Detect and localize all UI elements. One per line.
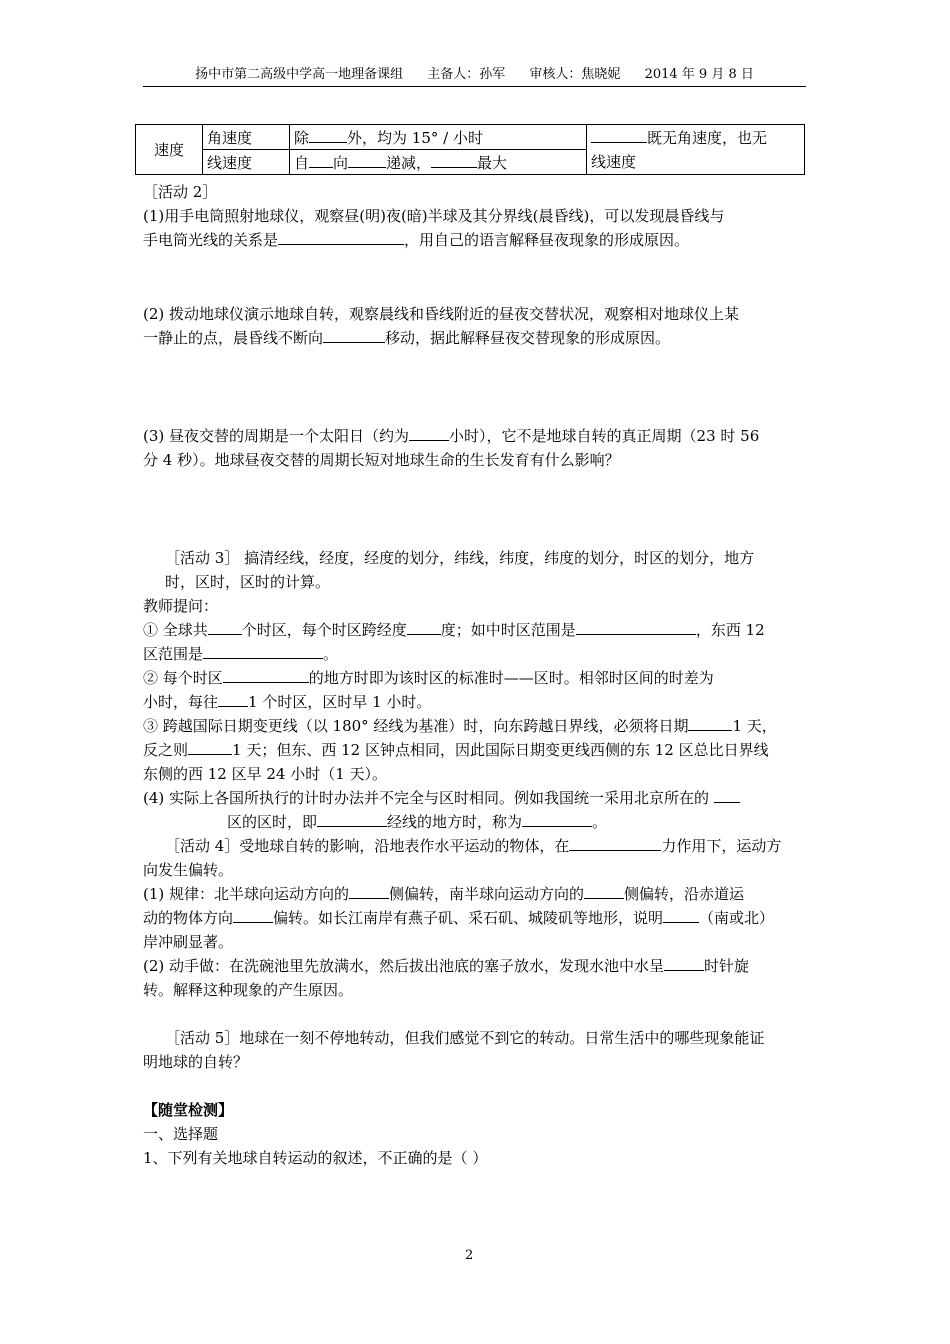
quiz-section: 一、选择题 <box>143 1125 219 1143</box>
blank-zone-width[interactable] <box>407 620 441 635</box>
blank-force-name[interactable] <box>569 836 661 851</box>
blank-central-meridian[interactable] <box>223 668 309 683</box>
c1-text-a: ① 全球共 <box>143 621 208 639</box>
activity4-text-b: 力作用下，运动方 <box>661 837 782 855</box>
activity4-r1 <box>143 882 808 954</box>
angular-speed-label: 角速度 <box>203 125 290 150</box>
blank-equator-deflection[interactable] <box>233 908 273 923</box>
r1-text-c: 侧偏转，沿赤道运 <box>624 885 745 903</box>
activity3-c2 <box>143 666 808 714</box>
activity4-intro <box>143 834 808 882</box>
c2-text-d: 1 个时区，区时早 1 小时。 <box>248 693 432 711</box>
q2-text-a: (2) 拨动地球仪演示地球自转，观察晨线和昏线附近的昼夜交替状况，观察相对地球仪上某 <box>143 305 740 323</box>
activity4-r2 <box>143 954 808 1002</box>
blank-linear-to[interactable] <box>348 153 386 168</box>
activity3-line2: 时，区时，区时的计算。 <box>165 573 331 591</box>
activity4-text-a: ［活动 4］受地球自转的影响，沿地表作水平运动的物体，在 <box>165 837 570 855</box>
activity3-intro <box>143 546 808 594</box>
activity3-c1 <box>143 618 808 666</box>
activity3-c4 <box>143 786 808 834</box>
worksheet-content <box>143 180 808 1170</box>
page-number: 2 <box>465 1248 474 1263</box>
blank-date-west[interactable] <box>188 740 232 755</box>
linear-text-d: 最大 <box>477 153 508 172</box>
linear-text-c: 递减， <box>386 153 432 172</box>
blank-angular-exception[interactable] <box>309 128 347 143</box>
angular-text-a: 除 <box>294 128 310 147</box>
blank-beijing-meridian[interactable] <box>317 812 387 827</box>
q3-text-c: 分 4 秒）。地球昼夜交替的周期长短对地球生命的生长发育有什么影响？ <box>143 451 620 469</box>
blank-move-direction[interactable] <box>323 328 385 343</box>
r1-text-e: 偏转。如长江南岸有燕子矶、采石矶、城陵矶等地形，说明 <box>273 909 664 927</box>
q2-text-b: 一静止的点，晨昏线不断向 <box>143 329 324 347</box>
c4-text-a: (4) 实际上各国所执行的计时办法并不完全与区时相同。例如我国统一采用北京所在的 <box>143 789 710 807</box>
blank-center-zone-range[interactable] <box>576 620 696 635</box>
blank-date-east[interactable] <box>688 716 732 731</box>
activity2-q3 <box>143 424 808 472</box>
activity4-text-c: 向发生偏转。 <box>143 861 234 879</box>
c3-text-c: 反之则 <box>143 741 189 759</box>
c2-text-c: 小时，每往 <box>143 693 219 711</box>
blank-zone-count[interactable] <box>208 620 242 635</box>
header-school: 扬中市第二高级中学高一地理备课组 <box>195 67 404 82</box>
c2-text-a: ② 每个时区 <box>143 669 223 687</box>
teacher-question-label: 教师提问： <box>143 597 219 615</box>
blank-north-deflection[interactable] <box>349 884 389 899</box>
r1-text-d: 动的物体方向 <box>143 909 234 927</box>
linear-text-b: 向 <box>333 153 349 172</box>
activity3-line1: ［活动 3］ 搞清经线，经度，经度的划分，纬线，纬度，纬度的划分，时区的划分，地方 <box>165 549 755 567</box>
c1-text-c: 度；如中时区范围是 <box>440 621 576 639</box>
quiz-heading: 【随堂检测】 <box>143 1101 234 1119</box>
activity2-q1 <box>143 204 808 252</box>
q1-text-b: 手电筒光线的关系是 <box>143 231 279 249</box>
c1-text-d: ，东西 12 <box>695 621 765 639</box>
blank-zone12-range[interactable] <box>203 644 323 659</box>
c4-text-c: 经线的地方时，称为 <box>387 813 523 831</box>
quiz-question-1: 1、下列有关地球自转运动的叙述，不正确的是（ ） <box>143 1149 488 1167</box>
q1-text-a: (1)用手电筒照射地球仪，观察昼(明)夜(暗)半球及其分界线(晨昏线)，可以发现晨昏线与 <box>143 207 725 225</box>
activity5-text-b: 明地球的自转？ <box>143 1053 249 1071</box>
c3-text-d: 1 天；但东、西 12 区钟点相同，因此国际日期变更线西侧的东 12 区总比日界线 <box>232 741 769 759</box>
r1-text-f: （南或北） <box>699 909 775 927</box>
r1-text-b: 侧偏转，南半球向运动方向的 <box>389 885 585 903</box>
c1-text-f: 。 <box>323 645 339 663</box>
blank-linear-from[interactable] <box>309 153 333 168</box>
c4-text-d: 。 <box>592 813 608 831</box>
header-date: 2014 年 9 月 8 日 <box>644 67 754 82</box>
q3-text-b: 小时），它不是地球自转的真正周期（23 时 56 <box>449 427 760 445</box>
speed-note-cell <box>587 125 805 175</box>
activity5-text-a: ［活动 5］地球在一刻不停地转动，但我们感觉不到它的转动。日常生活中的哪些现象能证 <box>165 1029 765 1047</box>
blank-solar-day-hours[interactable] <box>409 426 449 441</box>
header-reviewer: 审核人：焦晓妮 <box>529 67 621 82</box>
c2-text-b: 的地方时即为该时区的标准时——区时。相邻时区间的时差为 <box>308 669 714 687</box>
activity3-c3 <box>143 714 808 786</box>
r2-text-c: 转。解释这种现象的产生原因。 <box>143 981 354 999</box>
blank-rotation-direction[interactable] <box>664 956 704 971</box>
header-author: 主备人：孙军 <box>427 67 506 82</box>
q1-text-c: ，用自己的语言解释昼夜现象的形成原因。 <box>404 231 690 249</box>
blank-south-deflection[interactable] <box>584 884 624 899</box>
speed-table <box>135 124 805 175</box>
page-header <box>143 66 806 87</box>
speed-note-line2: 线速度 <box>591 152 637 171</box>
c1-text-b: 个时区，每个时区跨经度 <box>241 621 407 639</box>
blank-direction[interactable] <box>218 692 248 707</box>
c3-text-b: 1 天， <box>732 717 777 735</box>
linear-speed-cell <box>290 150 587 175</box>
speed-row-header: 速度 <box>136 125 203 175</box>
activity2-title: ［活动 2］ <box>143 183 218 201</box>
blank-terminator-relation[interactable] <box>278 230 404 245</box>
blank-erosion-bank[interactable] <box>663 908 699 923</box>
speed-note-tail: 既无角速度，也无 <box>647 128 768 147</box>
r2-text-a: (2) 动手做：在洗碗池里先放满水，然后拔出池底的塞子放水，发现水池中水呈 <box>143 957 665 975</box>
r1-text-a: (1) 规律：北半球向运动方向的 <box>143 885 350 903</box>
c1-text-e: 区范围是 <box>143 645 204 663</box>
r2-text-b: 时针旋 <box>704 957 750 975</box>
blank-beijing-time-name[interactable] <box>522 812 592 827</box>
blank-beijing-zone[interactable] <box>714 788 740 803</box>
r1-text-g: 岸冲刷显著。 <box>143 933 234 951</box>
activity5 <box>143 1026 808 1074</box>
activity2-q2 <box>143 302 808 350</box>
angular-text-b: 外，均为 15° / 小时 <box>347 128 483 147</box>
blank-speed-note[interactable] <box>591 128 647 143</box>
c3-text-a: ③ 跨越国际日期变更线（以 180° 经线为基准）时，向东跨越日界线，必须将日期 <box>143 717 689 735</box>
c4-text-b: 区的区时，即 <box>227 813 318 831</box>
c3-text-e: 东侧的西 12 区早 24 小时（1 天）。 <box>143 765 388 783</box>
linear-text-a: 自 <box>294 153 310 172</box>
blank-linear-max[interactable] <box>431 153 477 168</box>
angular-speed-cell <box>290 125 587 150</box>
q2-text-c: 移动，据此解释昼夜交替现象的形成原因。 <box>385 329 671 347</box>
q3-text-a: (3) 昼夜交替的周期是一个太阳日（约为 <box>143 427 410 445</box>
linear-speed-label: 线速度 <box>203 150 290 175</box>
